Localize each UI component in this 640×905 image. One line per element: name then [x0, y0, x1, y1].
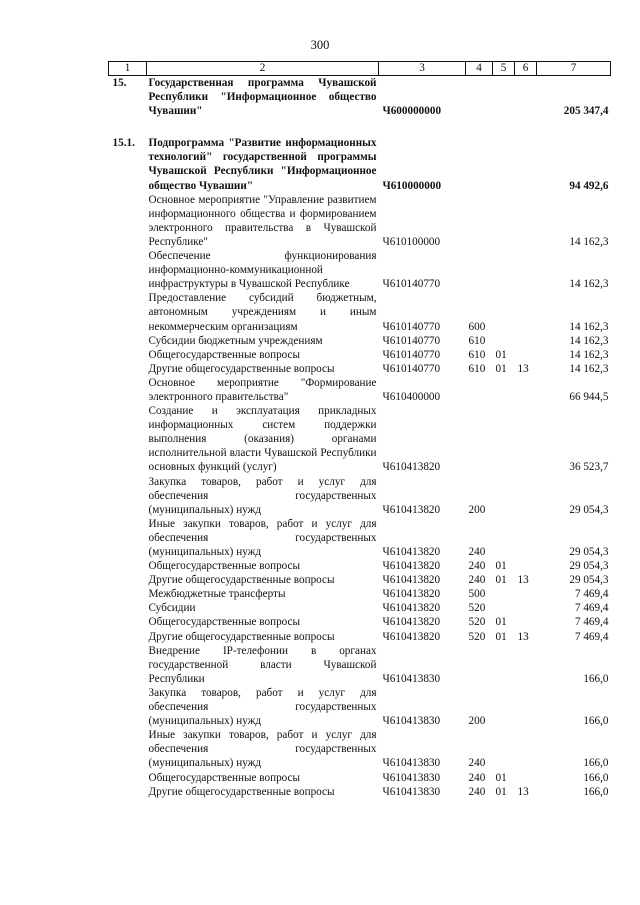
- row-name: Подпрограмма "Развитие информационных технологий" государственной программы Чувашской Республики "Информационное общество Чувашии": [148, 137, 377, 192]
- header-cell-2: 2: [147, 62, 379, 76]
- row-code: Ч610100000: [382, 235, 441, 248]
- table-row: [109, 785, 611, 799]
- row-section: [493, 644, 515, 686]
- row-number: [109, 334, 147, 348]
- row-amount: 166,0: [583, 771, 609, 784]
- row-amount: 166,0: [583, 715, 609, 728]
- row-code: Ч610413820: [382, 546, 441, 558]
- row-expense-type: 610: [468, 362, 486, 375]
- row-name: Межбюджетные трансферты: [148, 588, 286, 601]
- row-amount: 66 944,5: [569, 390, 609, 403]
- row-number: [109, 376, 147, 404]
- table-row: [109, 136, 611, 192]
- row-code: Ч610413830: [382, 771, 441, 784]
- row-number: [109, 475, 147, 517]
- row-expense-type: [466, 644, 493, 686]
- table-row: [109, 771, 611, 785]
- row-name: Общегосударственные вопросы: [148, 560, 301, 573]
- table-row: [109, 728, 611, 770]
- row-code: Ч610413820: [382, 602, 441, 615]
- row-number: [109, 644, 147, 686]
- row-number: [109, 771, 147, 785]
- row-section: [493, 686, 515, 728]
- row-amount: 29 054,3: [569, 503, 609, 516]
- row-subsection: [515, 376, 537, 404]
- row-name: Основное мероприятие "Формирование электронного правительства": [148, 376, 377, 403]
- header-cell-3: 3: [379, 62, 466, 76]
- row-expense-type: 240: [468, 757, 486, 770]
- row-section: [493, 517, 515, 559]
- row-amount: 29 054,3: [569, 574, 609, 587]
- spacer-cell: [109, 118, 611, 136]
- row-code: Ч610413820: [382, 616, 441, 629]
- row-code: Ч610413820: [382, 588, 441, 601]
- table-row: [109, 601, 611, 615]
- row-section: [493, 334, 515, 348]
- table-row: [109, 362, 611, 376]
- row-code: Ч610140770: [382, 320, 441, 333]
- row-name: Субсидии бюджетным учреждениям: [148, 334, 323, 347]
- row-name: Закупка товаров, работ и услуг для обеспечения государственных (муниципальных) нужд: [148, 475, 377, 516]
- table-row: [109, 334, 611, 348]
- row-expense-type: 500: [468, 588, 486, 601]
- row-code: Ч610140770: [382, 278, 441, 291]
- row-amount: 7 469,4: [574, 616, 609, 629]
- row-name: Другие общегосударственные вопросы: [148, 362, 335, 375]
- row-number: [109, 686, 147, 728]
- row-amount: 29 054,3: [569, 560, 609, 573]
- row-name: Другие общегосударственные вопросы: [148, 785, 335, 798]
- row-subsection: [515, 644, 537, 686]
- row-number: 15.1.: [112, 137, 135, 150]
- row-subsection: 13: [517, 362, 529, 375]
- row-section: [493, 601, 515, 615]
- row-number: [109, 291, 147, 333]
- row-expense-type: 240: [468, 560, 486, 573]
- row-subsection: [515, 728, 537, 770]
- table-row: [109, 76, 611, 119]
- row-code: Ч610413820: [382, 630, 441, 643]
- row-subsection: 13: [517, 574, 529, 587]
- row-code: Ч610413830: [382, 715, 441, 728]
- row-section: 01: [495, 771, 507, 784]
- row-code: Ч610413820: [382, 461, 441, 474]
- row-number: [109, 785, 147, 799]
- table-row: [109, 404, 611, 474]
- row-section: 01: [495, 348, 507, 361]
- row-code: Ч610140770: [382, 348, 441, 361]
- row-subsection: [515, 601, 537, 615]
- row-name: Общегосударственные вопросы: [148, 616, 301, 629]
- row-section: 01: [495, 630, 507, 643]
- row-number: [109, 573, 147, 587]
- table-row: [109, 291, 611, 333]
- table-row: [109, 573, 611, 587]
- table-row: [109, 686, 611, 728]
- row-section: 01: [495, 785, 507, 798]
- table-row: [109, 376, 611, 404]
- row-name: Предоставление субсидий бюджетным, автономным учреждениям и иным некоммерческим организациям: [148, 292, 377, 333]
- row-amount: 166,0: [583, 672, 609, 685]
- row-name: Закупка товаров, работ и услуг для обеспечения государственных (муниципальных) нужд: [148, 686, 377, 728]
- row-section: [493, 291, 515, 333]
- row-subsection: 13: [517, 630, 529, 643]
- row-section: [493, 376, 515, 404]
- row-subsection: 13: [517, 785, 529, 798]
- row-code: Ч610413820: [382, 503, 441, 516]
- row-section: [493, 249, 515, 291]
- row-number: [109, 517, 147, 559]
- row-amount: 14 162,3: [569, 348, 609, 361]
- header-cell-6: 6: [515, 62, 537, 76]
- row-number: [109, 362, 147, 376]
- row-amount: 14 162,3: [569, 278, 609, 291]
- row-expense-type: 520: [468, 616, 486, 629]
- row-number: [109, 728, 147, 770]
- row-subsection: [515, 249, 537, 291]
- row-subsection: [515, 559, 537, 573]
- row-subsection: [515, 334, 537, 348]
- row-subsection: [515, 615, 537, 629]
- table-row: [109, 615, 611, 629]
- row-name: Основное мероприятие "Управление развитием информационного общества и формированием электронного правительства в Чувашской Республике": [148, 193, 377, 248]
- row-subsection: [515, 517, 537, 559]
- row-number: [109, 587, 147, 601]
- table-row: [109, 249, 611, 291]
- table-body: [109, 76, 611, 799]
- row-code: Ч610413830: [382, 785, 441, 798]
- table-header: [109, 62, 611, 76]
- row-expense-type: 520: [468, 630, 486, 643]
- row-expense-type: [466, 136, 493, 192]
- table-row: [109, 348, 611, 362]
- table-row: [109, 475, 611, 517]
- header-cell-5: 5: [493, 62, 515, 76]
- row-code: Ч610413830: [382, 757, 441, 770]
- row-amount: 7 469,4: [574, 630, 609, 643]
- row-number: [109, 193, 147, 249]
- row-subsection: [515, 76, 537, 119]
- row-subsection: [515, 404, 537, 474]
- row-expense-type: [466, 376, 493, 404]
- row-subsection: [515, 291, 537, 333]
- row-subsection: [515, 136, 537, 192]
- row-expense-type: 600: [468, 320, 486, 333]
- row-amount: 7 469,4: [574, 588, 609, 601]
- row-section: [493, 587, 515, 601]
- row-amount: 166,0: [583, 757, 609, 770]
- row-expense-type: [466, 193, 493, 249]
- row-subsection: [515, 587, 537, 601]
- row-subsection: [515, 686, 537, 728]
- row-section: [493, 193, 515, 249]
- row-code: Ч610413820: [382, 560, 441, 573]
- row-amount: 14 162,3: [569, 362, 609, 375]
- row-expense-type: 200: [468, 715, 486, 728]
- row-number: [109, 348, 147, 362]
- row-expense-type: 240: [468, 771, 486, 784]
- row-section: [493, 475, 515, 517]
- row-code: Ч610400000: [382, 390, 441, 403]
- row-expense-type: [466, 76, 493, 119]
- row-expense-type: 610: [468, 334, 486, 347]
- row-name: Общегосударственные вопросы: [148, 771, 301, 784]
- row-expense-type: 240: [468, 546, 486, 558]
- row-name: Другие общегосударственные вопросы: [148, 574, 335, 587]
- row-expense-type: 610: [468, 348, 486, 361]
- row-section: [493, 728, 515, 770]
- row-name: Другие общегосударственные вопросы: [148, 630, 335, 643]
- row-name: Создание и эксплуатация прикладных информационных систем поддержки выполнения (оказания) органами исполнительной власти Чувашской Республики основных функций (услуг): [148, 405, 377, 474]
- row-section: 01: [495, 560, 507, 573]
- row-amount: 94 492,6: [569, 179, 609, 192]
- row-number: [109, 404, 147, 474]
- header-cell-7: 7: [537, 62, 611, 76]
- row-code: Ч610413820: [382, 574, 441, 587]
- row-name: Обеспечение функционирования информационно-коммуникационной инфраструктуры в Чувашской Республике: [148, 250, 377, 291]
- row-subsection: [515, 475, 537, 517]
- row-number: [109, 615, 147, 629]
- header-cell-4: 4: [466, 62, 493, 76]
- row-section: [493, 136, 515, 192]
- row-amount: 29 054,3: [569, 546, 609, 558]
- budget-table: [108, 61, 611, 799]
- row-code: Ч610140770: [382, 334, 441, 347]
- row-amount: 205 347,4: [563, 105, 609, 118]
- row-expense-type: 200: [468, 503, 486, 516]
- row-number: [109, 559, 147, 573]
- row-name: Внедрение IP-телефонии в органах государственной власти Чувашской Республики: [148, 644, 377, 685]
- row-code: Ч610140770: [382, 362, 441, 375]
- row-subsection: [515, 193, 537, 249]
- row-number: [109, 249, 147, 291]
- row-subsection: [515, 771, 537, 785]
- row-section: [493, 76, 515, 119]
- row-name: Иные закупки товаров, работ и услуг для обеспечения государственных (муниципальных) нужд: [148, 517, 377, 558]
- table-row: [109, 517, 611, 559]
- header-cell-1: 1: [109, 62, 147, 76]
- row-expense-type: 240: [468, 785, 486, 798]
- table-row: [109, 644, 611, 686]
- row-expense-type: [466, 404, 493, 474]
- row-expense-type: 520: [468, 602, 486, 615]
- row-name: Субсидии: [148, 602, 196, 615]
- row-spacer: [109, 118, 611, 136]
- row-amount: 14 162,3: [569, 334, 609, 347]
- row-name: Иные закупки товаров, работ и услуг для обеспечения государственных (муниципальных) нужд: [148, 729, 377, 770]
- row-amount: 36 523,7: [569, 461, 609, 474]
- row-expense-type: 240: [468, 574, 486, 587]
- row-code: Ч610413830: [382, 672, 441, 685]
- row-code: Ч600000000: [382, 105, 442, 118]
- table-row: [109, 630, 611, 644]
- row-number: [109, 601, 147, 615]
- table-row: [109, 559, 611, 573]
- row-code: Ч610000000: [382, 179, 442, 192]
- row-amount: 7 469,4: [574, 602, 609, 615]
- row-amount: 14 162,3: [569, 235, 609, 248]
- row-amount: 14 162,3: [569, 320, 609, 333]
- row-expense-type: [466, 249, 493, 291]
- page-number: 300: [310, 38, 330, 52]
- row-subsection: [515, 348, 537, 362]
- row-section: [493, 404, 515, 474]
- row-amount: 166,0: [583, 785, 609, 798]
- row-section: 01: [495, 574, 507, 587]
- table-row: [109, 193, 611, 249]
- table-row: [109, 587, 611, 601]
- row-name: Общегосударственные вопросы: [148, 348, 301, 361]
- row-number: 15.: [112, 77, 127, 89]
- row-number: [109, 630, 147, 644]
- row-section: 01: [495, 362, 507, 375]
- row-name: Государственная программа Чувашской Республики "Информационное общество Чувашии": [148, 77, 377, 118]
- row-section: 01: [495, 616, 507, 629]
